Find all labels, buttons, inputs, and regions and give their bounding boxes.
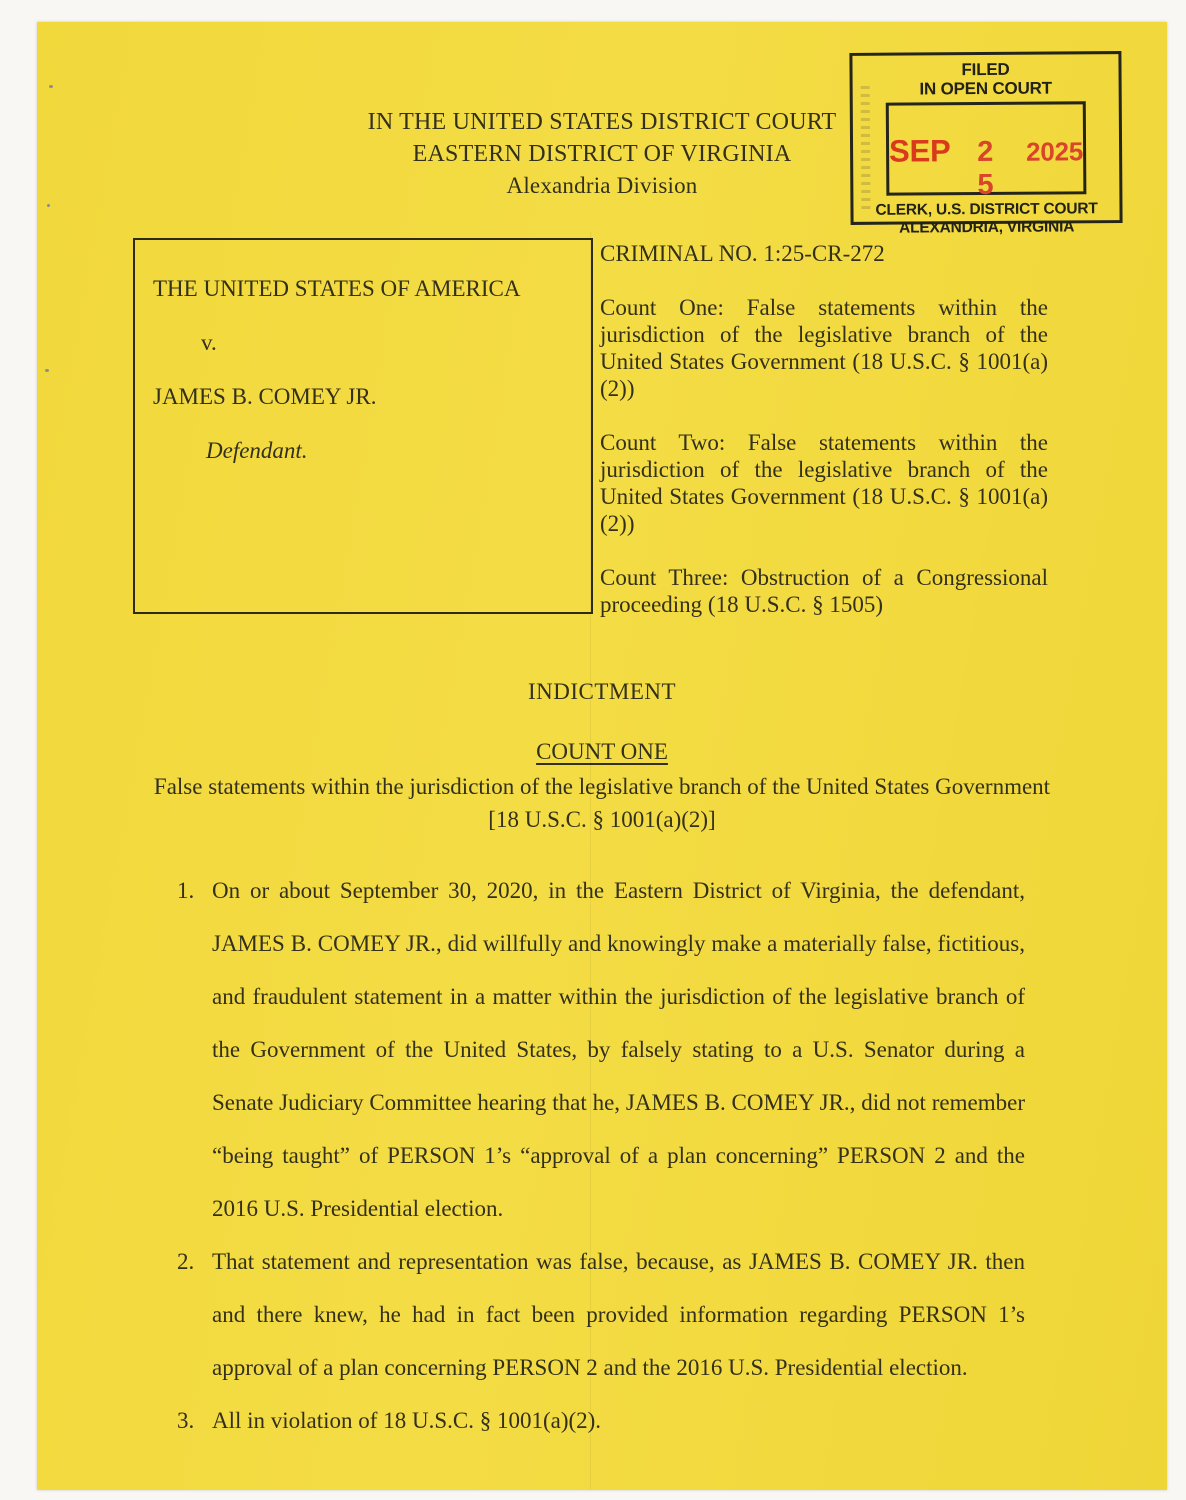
stamp-clerk-line1: CLERK, U.S. DISTRICT COURT bbox=[875, 200, 1098, 219]
paragraph-text: On or about September 30, 2020, in the Eastern District of Virginia, the defendant, JAMES B. COMEY JR., did willfully and knowingly make a materially false, fictitious, and fraudulent statement in a matter within the jurisdiction of the legislative branch of the Government of the United States, by falsely stating to a U.S. Senator during a Senate Judiciary Committee hearing that he, JAMES B. COMEY JR., did not remember “being taught” of PERSON 1’s “approval of a plan concerning” PERSON 2 and the 2016 U.S. Presidential election. bbox=[212, 878, 1025, 1221]
paragraph-number: 1. bbox=[177, 878, 195, 903]
paragraph-text: That statement and representation was false, because, as JAMES B. COMEY JR. then and there knew, he had in fact been provided information regarding PERSON 1’s approval of a plan concerning PERSON 2 and the 2016 U.S. Presidential election. bbox=[212, 1249, 1025, 1380]
paragraph-text: All in violation of 18 U.S.C. § 1001(a)(2). bbox=[212, 1408, 602, 1433]
count-one-subhead bbox=[37, 770, 1167, 836]
count-three-summary: Count Three: Obstruction of a Congressional proceeding (18 U.S.C. § 1505) bbox=[600, 565, 1048, 617]
scan-speck bbox=[45, 369, 49, 372]
document-page bbox=[37, 22, 1167, 1490]
count-one-statute: [18 U.S.C. § 1001(a)(2)] bbox=[488, 807, 716, 832]
stamp-clerk-label bbox=[875, 200, 1097, 238]
indictment-body bbox=[177, 864, 1025, 1447]
count-one-summary: Count One: False statements within the jurisdiction of the legislative branch of the United States Government (18 U.S.C. § 1001(a)(2)) bbox=[600, 295, 1048, 401]
count-one-heading: COUNT ONE bbox=[536, 739, 668, 764]
paragraph-number: 3. bbox=[177, 1408, 195, 1433]
count-two-summary: Count Two: False statements within the jurisdiction of the legislative branch of the United States Government (18 U.S.C. § 1001(a)(2)) bbox=[600, 430, 1048, 536]
stamp-filed-line2: IN OPEN COURT bbox=[919, 78, 1052, 99]
indictment-paragraph bbox=[177, 1394, 1025, 1447]
stamp-filed-line1: FILED bbox=[961, 59, 1010, 80]
scan-speck bbox=[47, 204, 50, 207]
criminal-number: CRIMINAL NO. 1:25-CR-272 bbox=[600, 241, 885, 266]
plaintiff-name: THE UNITED STATES OF AMERICA bbox=[153, 276, 521, 301]
charges-column bbox=[600, 238, 1048, 645]
stamp-side-marks bbox=[861, 86, 871, 211]
case-caption-box bbox=[133, 238, 593, 614]
case-caption-section bbox=[133, 238, 1167, 645]
stamp-date-month: SEP bbox=[888, 133, 951, 169]
scan-speck bbox=[49, 85, 53, 88]
defendant-label: Defendant. bbox=[206, 438, 308, 463]
stamp-clerk-line2: ALEXANDRIA, VIRGINIA bbox=[898, 218, 1075, 237]
court-division-line: Alexandria Division bbox=[506, 173, 698, 198]
versus-label: v. bbox=[201, 330, 217, 355]
filed-stamp bbox=[849, 51, 1122, 237]
count-one-subtitle: False statements within the jurisdiction of the legislative branch of the United States Government bbox=[153, 774, 1051, 799]
stamp-date-box bbox=[886, 101, 1087, 202]
stamp-date-year: 2025 bbox=[1025, 136, 1084, 167]
defendant-name: JAMES B. COMEY JR. bbox=[153, 384, 377, 409]
indictment-paragraph bbox=[177, 864, 1025, 1235]
court-name-line: IN THE UNITED STATES DISTRICT COURT bbox=[367, 109, 837, 135]
indictment-title: INDICTMENT bbox=[527, 679, 677, 704]
court-district-line: EASTERN DISTRICT OF VIRGINIA bbox=[412, 141, 792, 167]
indictment-paragraph bbox=[177, 1235, 1025, 1394]
stamp-date-day: 2 5 bbox=[977, 135, 1000, 202]
stamp-filed-label bbox=[919, 60, 1052, 99]
paragraph-number: 2. bbox=[177, 1249, 195, 1274]
